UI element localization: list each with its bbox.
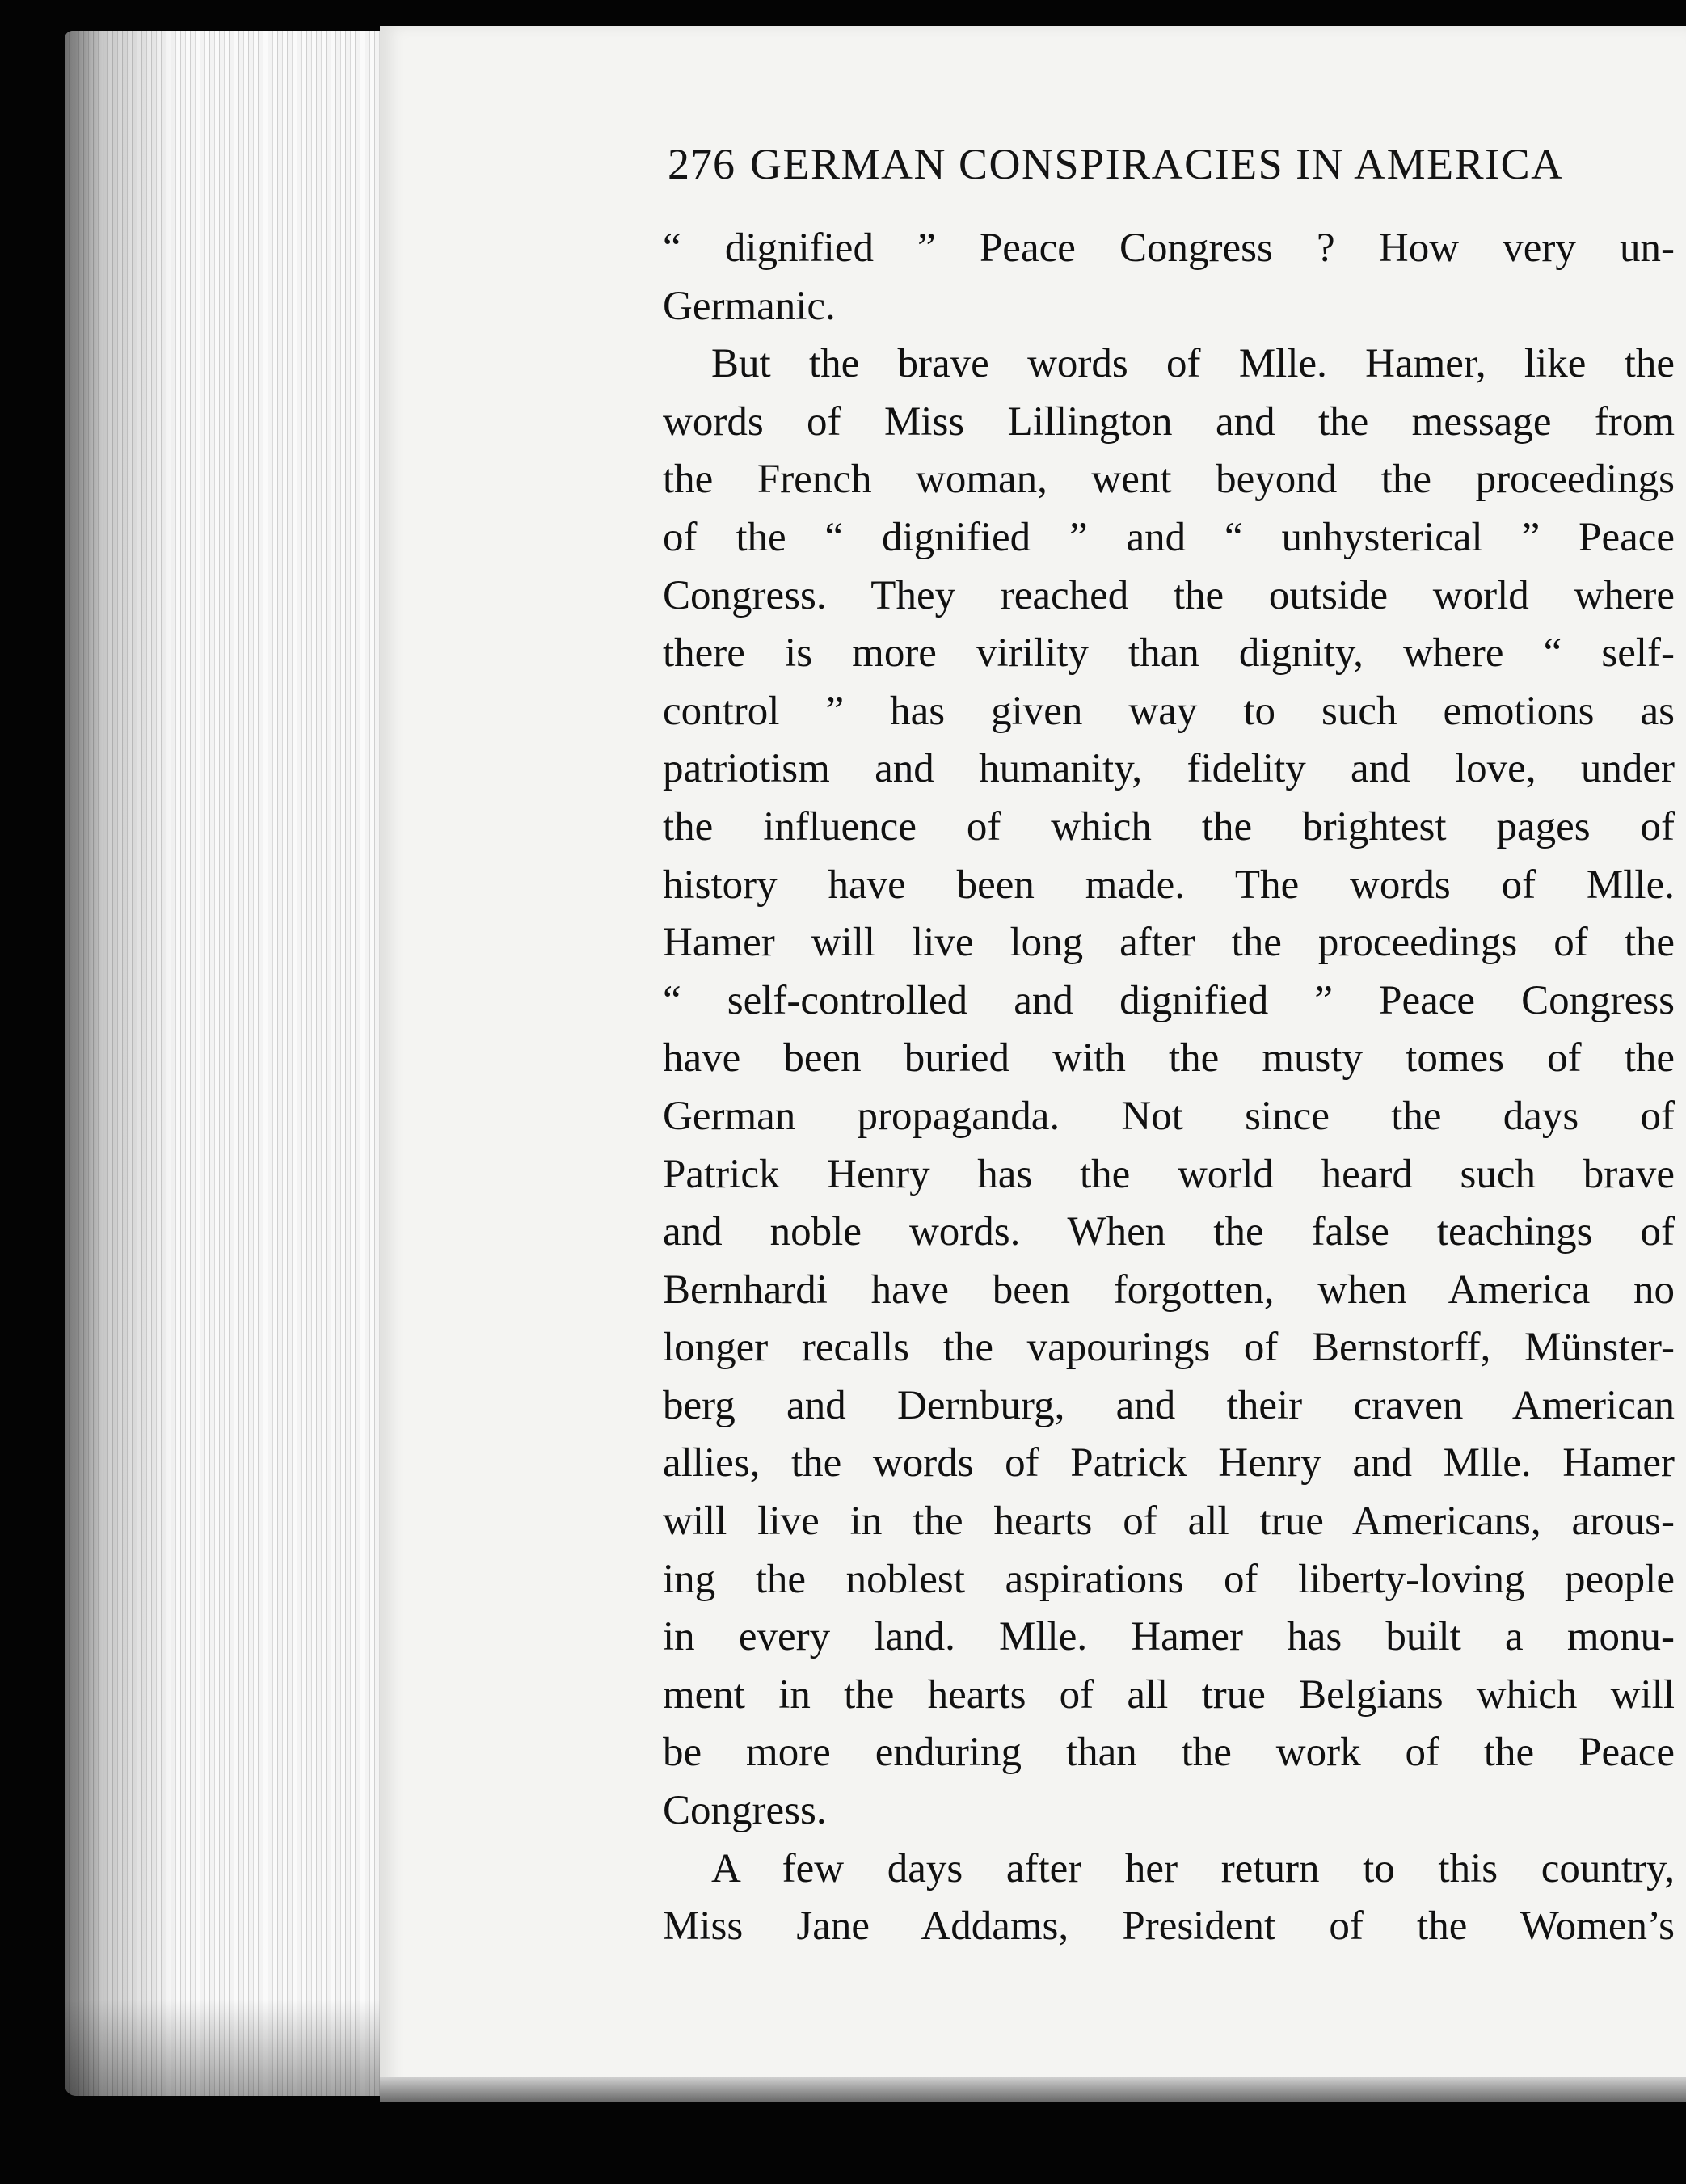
text-line: A few days after her return to this country,: [711, 1845, 1675, 1891]
text-line: “ dignified ” Peace Congress ? How very un-: [663, 226, 1675, 271]
text-line: Hamer will live long after the proceedings of the: [663, 920, 1675, 966]
text-line: ing the noblest aspirations of liberty-loving people: [663, 1556, 1675, 1602]
text-line: ment in the hearts of all true Belgians which will: [663, 1672, 1675, 1718]
text-line: “ self-controlled and dignified ” Peace Congress: [663, 977, 1675, 1023]
text-line: the influence of which the brightest pages of: [663, 803, 1675, 850]
text-line: German propaganda. Not since the days of: [663, 1093, 1675, 1139]
text-line: allies, the words of Patrick Henry and Mlle. Hamer: [663, 1440, 1675, 1486]
book-page-edges: [65, 31, 404, 2096]
body-text: [663, 220, 1675, 1956]
text-line: be more enduring than the work of the Peace: [663, 1730, 1675, 1776]
page-bottom-shadow: [380, 2077, 1686, 2102]
text-line: longer recalls the vapourings of Bernstorff, Münster-: [663, 1325, 1675, 1371]
text-line: control ” has given way to such emotions as: [663, 688, 1675, 734]
text-line: history have been made. The words of Mlle.: [663, 862, 1675, 908]
text-line: patriotism and humanity, fidelity and love, under: [663, 746, 1675, 792]
text-line: Patrick Henry has the world heard such brave: [663, 1151, 1675, 1197]
text-line: berg and Dernburg, and their craven American: [663, 1382, 1675, 1428]
text-line: will live in the hearts of all true Americans, arous-: [663, 1499, 1675, 1545]
text-line: and noble words. When the false teachings of: [663, 1209, 1675, 1255]
running-title: GERMAN CONSPIRACIES IN AMERICA: [750, 140, 1564, 188]
text-line: of the “ dignified ” and “ unhysterical ” Peace: [663, 514, 1675, 560]
text-line: Congress.: [663, 1788, 827, 1834]
page-number: 276: [668, 140, 736, 188]
text-line: have been buried with the musty tomes of the: [663, 1035, 1675, 1081]
text-line: Congress. They reached the outside world where: [663, 572, 1675, 618]
text-line: the French woman, went beyond the proceedings: [663, 457, 1675, 503]
text-line: But the brave words of Mlle. Hamer, like the: [711, 341, 1675, 387]
text-line: words of Miss Lillington and the message from: [663, 398, 1675, 445]
running-header: [668, 139, 1670, 204]
text-line: Bernhardi have been forgotten, when America no: [663, 1267, 1675, 1313]
text-line: in every land. Mlle. Hamer has built a monu-: [663, 1614, 1675, 1660]
text-line: Germanic.: [663, 283, 836, 329]
text-line: Miss Jane Addams, President of the Women’s: [663, 1904, 1675, 1950]
text-line: there is more virility than dignity, where “ self-: [663, 630, 1675, 677]
